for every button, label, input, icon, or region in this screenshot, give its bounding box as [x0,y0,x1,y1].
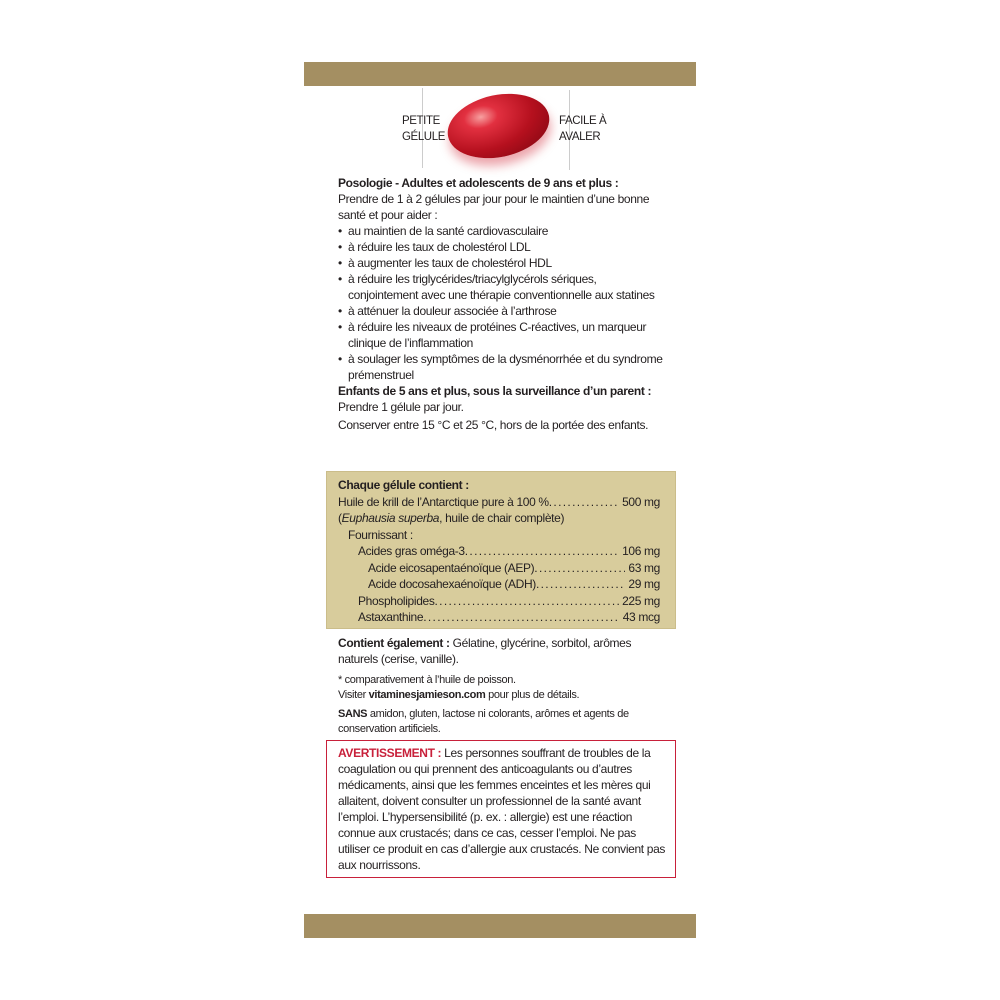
ingredient-value: 43 mcg [622,610,660,624]
also-label: Contient également : [338,636,450,650]
visit-line [338,688,668,703]
contents-box [326,471,676,629]
contents-heading: Chaque gélule contient : [338,478,469,492]
dosage-intro: Prendre de 1 à 2 gélules par jour pour le maintien d’une bonne santé et pour aider : [338,192,650,222]
list-item: • à réduire les niveaux de protéines C-réactives, un marqueur clinique de l’inflammation [338,319,668,351]
ingredient-value: 63 mg [628,560,660,575]
warning-box [326,740,676,878]
ingredient-row [338,560,660,577]
also-text: Gélatine, glycérine, sorbitol, arômes naturels (cerise, vanille). [338,636,632,666]
species: (Euphausia superba, huile de chair complète) [338,511,565,525]
list-item: • à augmenter les taux de cholestérol HDL [338,255,668,271]
dosage-section [338,175,668,433]
ingredient-value: 500 mg [622,494,660,509]
badge-small-capsule [402,113,445,145]
ingredient-row [338,494,660,511]
badge-line: PETITE [402,115,440,127]
ingredient-name: Astaxanthine [358,610,424,624]
warning-text: Les personnes souffrant de troubles de la coagulation ou qui prennent des anticoagulants ou d’autres médicaments, ainsi que les femmes enceintes et les mères qui allaitent, doivent consulter un professionnel de la santé avant l’emploi. L’hypersensibilité (p. ex. : allergie) est une réaction connue aux crustacés; dans ce cas, cesser l’emploi. Ne pas utiliser ce produit en cas d’allergie aux crustacés. Ne convient pas aux nourrissons. [338,746,666,872]
list-item: • à soulager les symptômes de la dysménorrhée et du syndrome prémenstruel [338,351,668,383]
ingredient-row [338,593,660,610]
ingredient-row [338,543,660,560]
ingredient-name: Phospholipides [358,593,435,608]
children-text: Prendre 1 gélule par jour. [338,400,464,414]
children-dosage [338,383,668,415]
free-from [338,707,668,737]
footnote-line: * comparativement à l’huile de poisson. [338,674,516,686]
ingredient-name: Acide eicosapentaénoïque (AEP) [368,560,535,575]
footnote [338,673,668,703]
children-heading: Enfants de 5 ans et plus, sous la surveillance d’un parent : [338,384,652,398]
free-label: SANS [338,708,368,720]
species-rest: , huile de chair complète) [439,511,565,525]
ingredient-name: Huile de krill de l’Antarctique pure à 100 % [338,494,549,509]
dosage-heading: Posologie - Adultes et adolescents de 9 ans et plus : [338,176,619,190]
badge-line: FACILE À [559,115,607,127]
ingredient-row [338,576,660,593]
providing-label: Fournissant : [348,527,413,542]
list-item: • à atténuer la douleur associée à l’arthrose [338,303,668,319]
warning-label: AVERTISSEMENT : [338,746,442,760]
ingredient-name: Acide docosahexaénoïque (ADH) [368,577,536,591]
top-band [304,62,696,86]
website-link[interactable]: vitaminesjamieson.com [368,689,486,701]
ingredient-name: Acides gras oméga-3 [358,544,465,558]
list-item: • au maintien de la santé cardiovasculaire [338,223,668,239]
visit-rest: pour plus de détails. [485,689,580,701]
list-item: • à réduire les taux de cholestérol LDL [338,239,668,255]
badge-easy-swallow [559,113,606,145]
free-text: amidon, gluten, lactose ni colorants, arômes et agents de conservation artificiels. [338,708,629,735]
badge-line: AVALER [559,131,601,143]
list-item: • à réduire les triglycérides/triacylglycérols sériques, conjointement avec une thérapie conventionnelle aux statines [338,271,668,303]
storage: Conserver entre 15 °C et 25 °C, hors de la portée des enfants. [338,418,649,432]
ingredient-value: 225 mg [622,593,660,608]
benefit-list [338,223,668,383]
bottom-band [304,914,696,938]
visit-text: Visiter [338,689,369,701]
capsule-image [442,85,556,167]
badge-line: GÉLULE [402,131,445,143]
ingredient-row [338,609,660,626]
also-contains [338,635,668,667]
ingredient-value: 29 mg [628,577,660,591]
ingredient-value: 106 mg [622,544,660,558]
species-name: Euphausia superba [341,511,440,525]
